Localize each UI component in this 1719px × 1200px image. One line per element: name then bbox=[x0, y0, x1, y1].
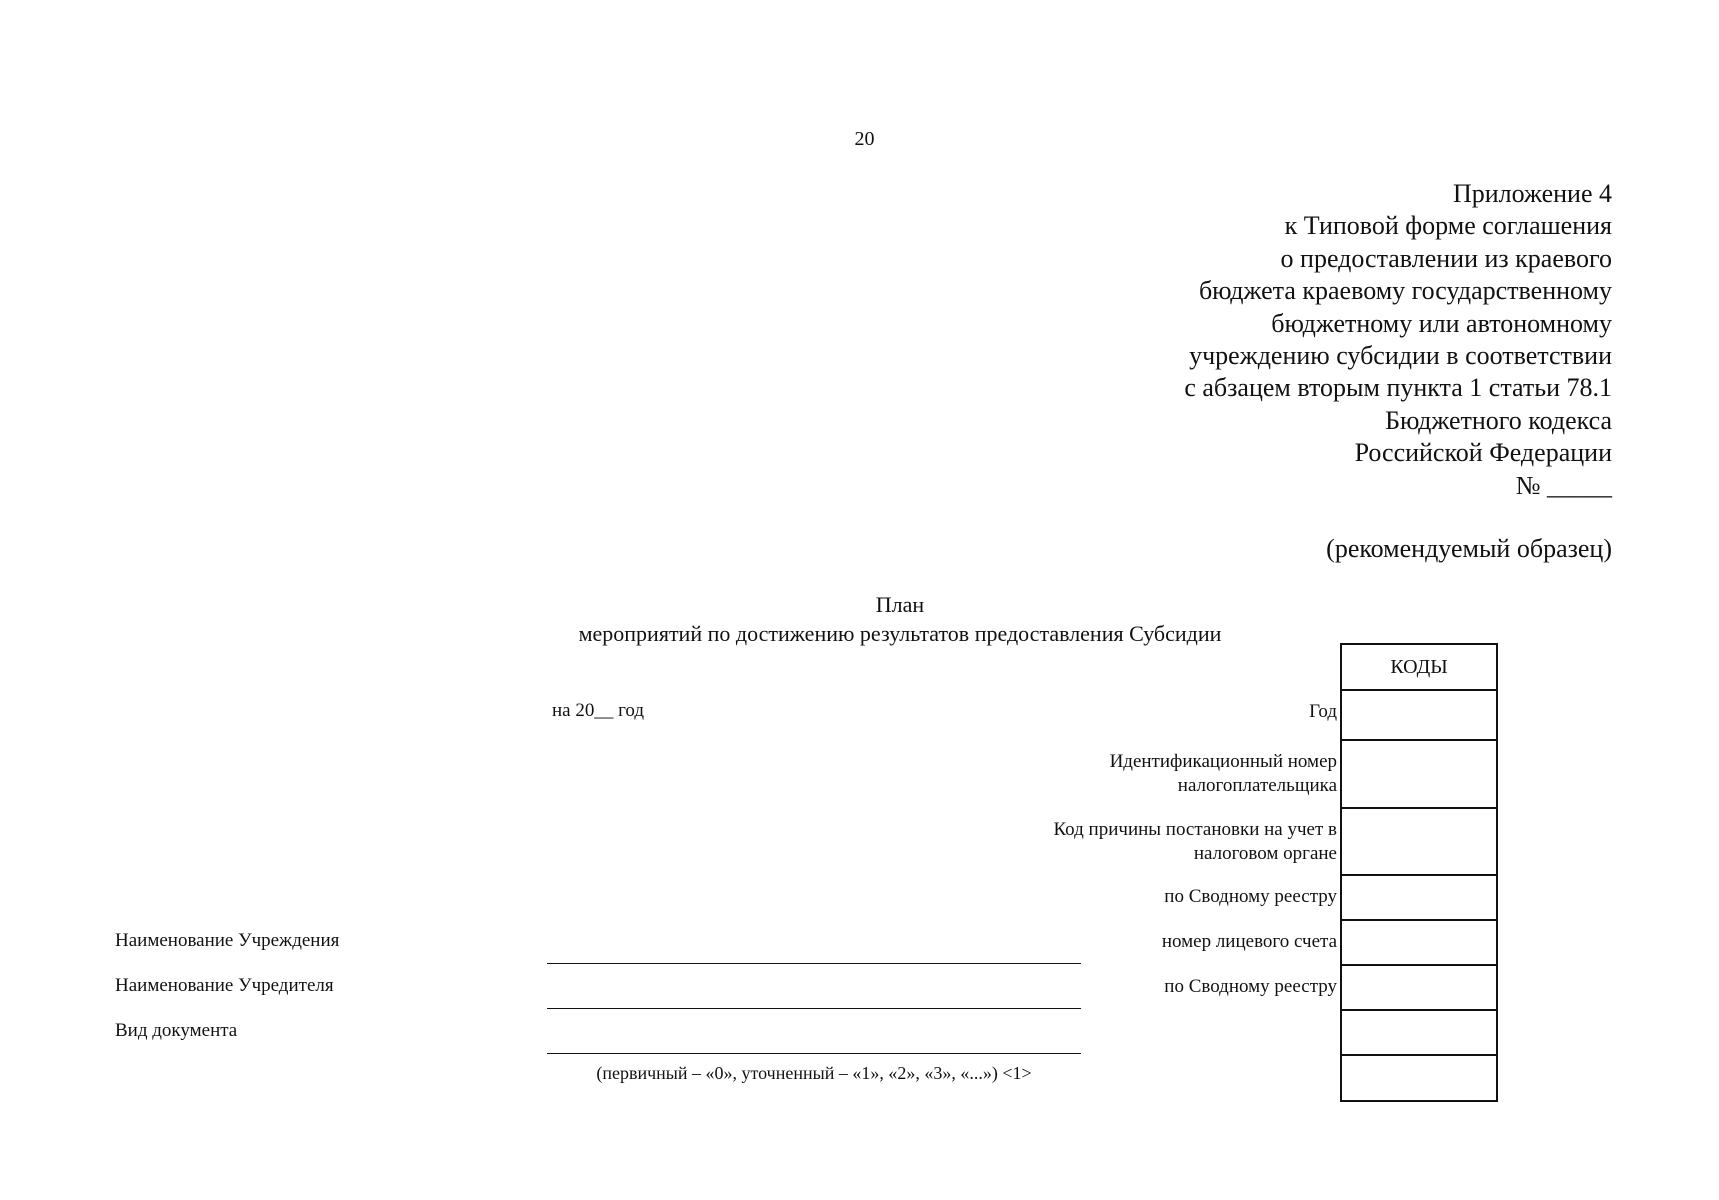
field-label-founder: Наименование Учредителя bbox=[115, 975, 334, 996]
code-cell-extra-1[interactable] bbox=[1342, 1011, 1496, 1056]
code-cell-inn[interactable] bbox=[1342, 741, 1496, 809]
code-label-account-number: номер лицевого счета bbox=[1161, 931, 1337, 952]
document-type-line[interactable] bbox=[547, 1053, 1081, 1054]
sample-note: (рекомендуемый образец) bbox=[1326, 534, 1612, 563]
appendix-line: бюджетному или автономному bbox=[1271, 308, 1612, 338]
appendix-number-line: № _____ bbox=[1515, 470, 1612, 500]
appendix-line: о предоставлении из краевого bbox=[1280, 243, 1612, 273]
codes-header: КОДЫ bbox=[1342, 645, 1496, 691]
code-label-year: Год bbox=[1309, 701, 1337, 722]
page-number: 20 bbox=[854, 128, 875, 150]
codes-table bbox=[1340, 643, 1498, 1102]
appendix-line: бюджета краевому государственному bbox=[1198, 276, 1612, 306]
appendix-line: с абзацем вторым пункта 1 статьи 78.1 bbox=[1184, 373, 1612, 403]
plan-title-block bbox=[540, 590, 1260, 648]
appendix-line: Бюджетного кодекса bbox=[1385, 405, 1612, 435]
field-label-document-type: Вид документа bbox=[115, 1020, 238, 1041]
appendix-header bbox=[992, 178, 1612, 502]
appendix-line: учреждению субсидии в соответствии bbox=[1189, 341, 1612, 371]
code-label-kpp: Код причины постановки на учет в налоговом органе bbox=[1053, 819, 1337, 864]
plan-subtitle: мероприятий по достижению результатов предоставления Субсидии bbox=[578, 621, 1222, 646]
field-label-institution: Наименование Учреждения bbox=[115, 930, 340, 951]
code-cell-account-number[interactable] bbox=[1342, 921, 1496, 966]
document-type-hint: (первичный – «0», уточненный – «1», «2», «3», «...») <1> bbox=[596, 1063, 1032, 1083]
appendix-line: Российской Федерации bbox=[1354, 438, 1612, 468]
founder-name-line[interactable] bbox=[547, 1008, 1081, 1009]
code-cell-kpp[interactable] bbox=[1342, 809, 1496, 876]
appendix-line: Приложение 4 bbox=[1452, 179, 1612, 208]
code-label-registry-institution: по Сводному реестру bbox=[1164, 886, 1337, 907]
code-cell-registry-founder[interactable] bbox=[1342, 966, 1496, 1011]
code-label-registry-founder: по Сводному реестру bbox=[1164, 976, 1337, 997]
code-cell-extra-2[interactable] bbox=[1342, 1056, 1496, 1100]
appendix-line: к Типовой форме соглашения bbox=[1284, 211, 1612, 241]
year-label: на 20__ год bbox=[552, 700, 645, 721]
institution-name-line[interactable] bbox=[547, 963, 1081, 964]
code-cell-registry-institution[interactable] bbox=[1342, 876, 1496, 921]
code-label-inn: Идентификационный номер налогоплательщика bbox=[1109, 751, 1337, 796]
code-cell-year[interactable] bbox=[1342, 691, 1496, 741]
plan-title: План bbox=[875, 592, 925, 617]
